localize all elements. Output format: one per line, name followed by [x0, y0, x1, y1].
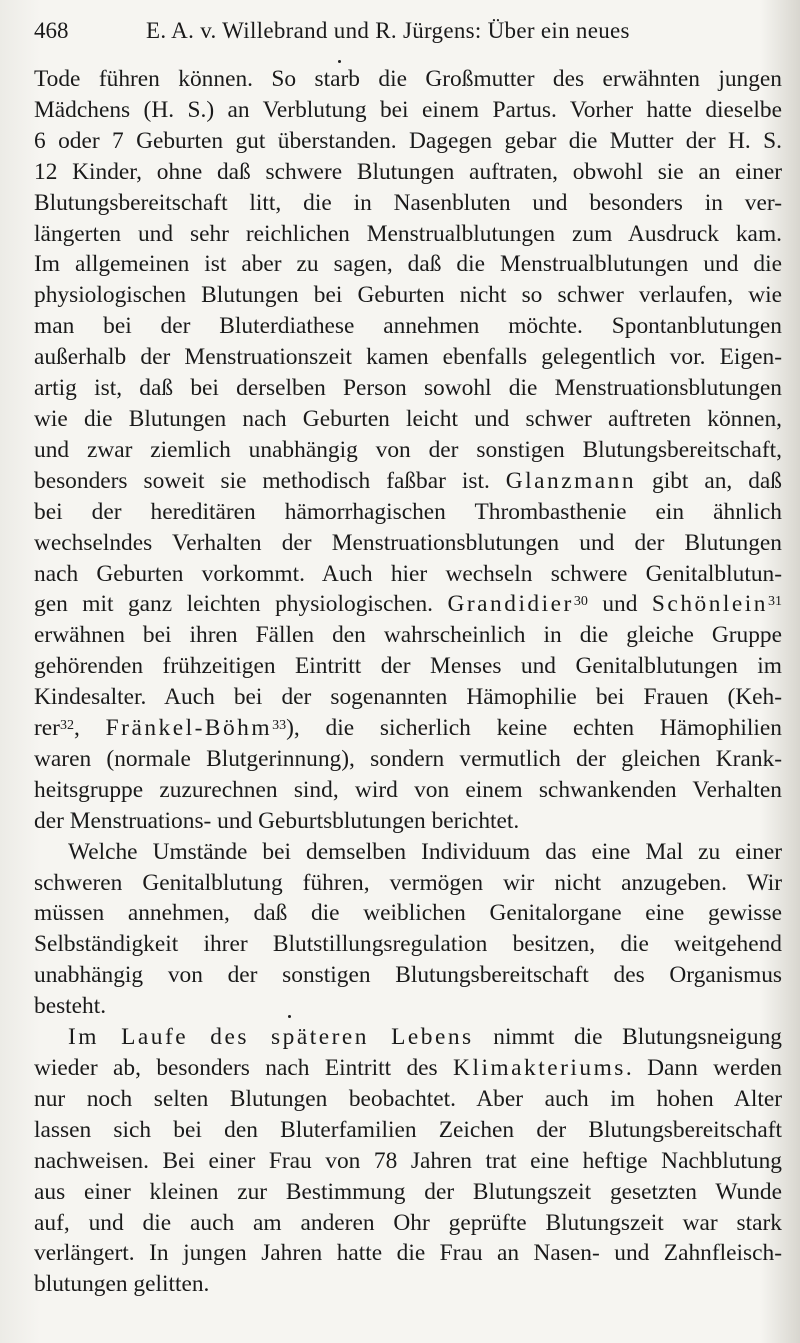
- body-text: [34, 64, 782, 1300]
- text-line: wechselndes Verhalten der Menstruationsblutungen und der Blutungen: [34, 529, 782, 556]
- text-line: bei der hereditären hämorrhagischen Thrombasthenie ein ähnlich: [34, 498, 782, 525]
- text-line: außerhalb der Menstruationszeit kamen ebenfalls gelegentlich vor. Eigen-: [34, 344, 782, 371]
- text-line: besonders soweit sie methodisch faßbar ist. Glanzmann gibt an, daß: [34, 467, 782, 494]
- text-line: Selbständigkeit ihrer Blutstillungsregulation besitzen, die weitgehend: [34, 931, 782, 958]
- running-title: E. A. v. Willebrand und R. Jürgens: Über ein neues: [146, 18, 630, 43]
- page-number: 468: [34, 18, 69, 43]
- paragraph: [34, 64, 782, 837]
- text-line: Kindesalter. Auch bei der sogenannten Hämophilie bei Frauen (Keh-: [34, 684, 782, 711]
- text-line: Welche Umstände bei demselben Individuum das eine Mal zu einer: [68, 838, 782, 865]
- text-line: blutungen gelitten.: [34, 1271, 210, 1298]
- text-line: Mädchens (H. S.) an Verblutung bei einem Partus. Vorher hatte dieselbe: [34, 96, 782, 123]
- text-line: rer$^{32}$, Fränkel-Böhm$^{33}$), die sicherlich keine echten Hämophilien: [34, 715, 782, 742]
- text-line: Im Laufe des späteren Lebens nimmt die Blutungsneigung: [68, 1024, 783, 1051]
- text-line: Blutungsbereitschaft litt, die in Nasenbluten und besonders in ver-: [34, 189, 782, 216]
- text-line: physiologischen Blutungen bei Geburten nicht so schwer verlaufen, wie: [34, 282, 782, 309]
- text-line: unabhängig von der sonstigen Blutungsbereitschaft des Organismus: [34, 962, 782, 989]
- text-line: gehörenden frühzeitigen Eintritt der Menses und Genitalblutungen im: [34, 653, 782, 680]
- text-line: man bei der Bluterdiathese annehmen möchte. Spontanblutungen: [34, 313, 782, 340]
- text-line: schweren Genitalblutung führen, vermögen wir nicht anzugeben. Wir: [34, 869, 782, 896]
- text-line: und zwar ziemlich unabhängig von der sonstigen Blutungsbereitschaft,: [34, 436, 782, 463]
- text-line: der Menstruations- und Geburtsblutungen berichtet.: [34, 807, 520, 834]
- text-line: besteht.: [34, 993, 107, 1020]
- text-line: waren (normale Blutgerinnung), sondern vermutlich der gleichen Krank-: [34, 745, 782, 772]
- text-line: Im allgemeinen ist aber zu sagen, daß die Menstrualblutungen und die: [34, 251, 782, 278]
- text-line: gen mit ganz leichten physiologischen. Grandidier$^{30}$ und Schönlein$^{31}$: [34, 591, 783, 618]
- paragraph: [34, 1022, 782, 1300]
- running-header: [34, 14, 774, 48]
- text-line: aus einer kleinen zur Bestimmung der Blutungszeit gesetzten Wunde: [34, 1178, 782, 1205]
- text-line: artig ist, daß bei derselben Person sowohl die Menstruationsblutungen: [34, 375, 782, 402]
- text-line: wie die Blutungen nach Geburten leicht und schwer auftreten können,: [34, 405, 782, 432]
- text-line: verlängert. In jungen Jahren hatte die Frau an Nasen- und Zahnfleisch-: [34, 1240, 782, 1267]
- text-line: müssen annehmen, daß die weiblichen Genitalorgane eine gewisse: [34, 900, 782, 927]
- text-line: längerten und sehr reichlichen Menstrualblutungen zum Ausdruck kam.: [34, 220, 782, 247]
- text-line: lassen sich bei den Bluterfamilien Zeichen der Blutungsbereitschaft: [34, 1116, 782, 1143]
- text-line: erwähnen bei ihren Fällen den wahrscheinlich in die gleiche Gruppe: [34, 622, 782, 649]
- text-line: Tode führen können. So starb die Großmutter des erwähnten jungen: [34, 66, 782, 92]
- print-speck: [288, 1015, 291, 1018]
- text-line: wieder ab, besonders nach Eintritt des Klimakteriums. Dann werden: [34, 1055, 783, 1081]
- text-line: 6 oder 7 Geburten gut überstanden. Dagegen gebar die Mutter der H. S.: [34, 127, 782, 154]
- text-line: nachweisen. Bei einer Frau von 78 Jahren trat eine heftige Nachblutung: [34, 1147, 782, 1174]
- text-line: auf, und die auch am anderen Ohr geprüfte Blutungszeit war stark: [34, 1209, 782, 1236]
- text-line: 12 Kinder, ohne daß schwere Blutungen auftraten, obwohl sie an einer: [34, 158, 782, 185]
- paragraph: [34, 837, 782, 1022]
- text-line: nach Geburten vorkommt. Auch hier wechseln schwere Genitalblutun-: [34, 560, 782, 587]
- text-line: heitsgruppe zuzurechnen sind, wird von einem schwankenden Verhalten: [34, 776, 782, 803]
- print-speck: [338, 60, 341, 63]
- text-line: nur noch selten Blutungen beobachtet. Aber auch im hohen Alter: [34, 1085, 782, 1112]
